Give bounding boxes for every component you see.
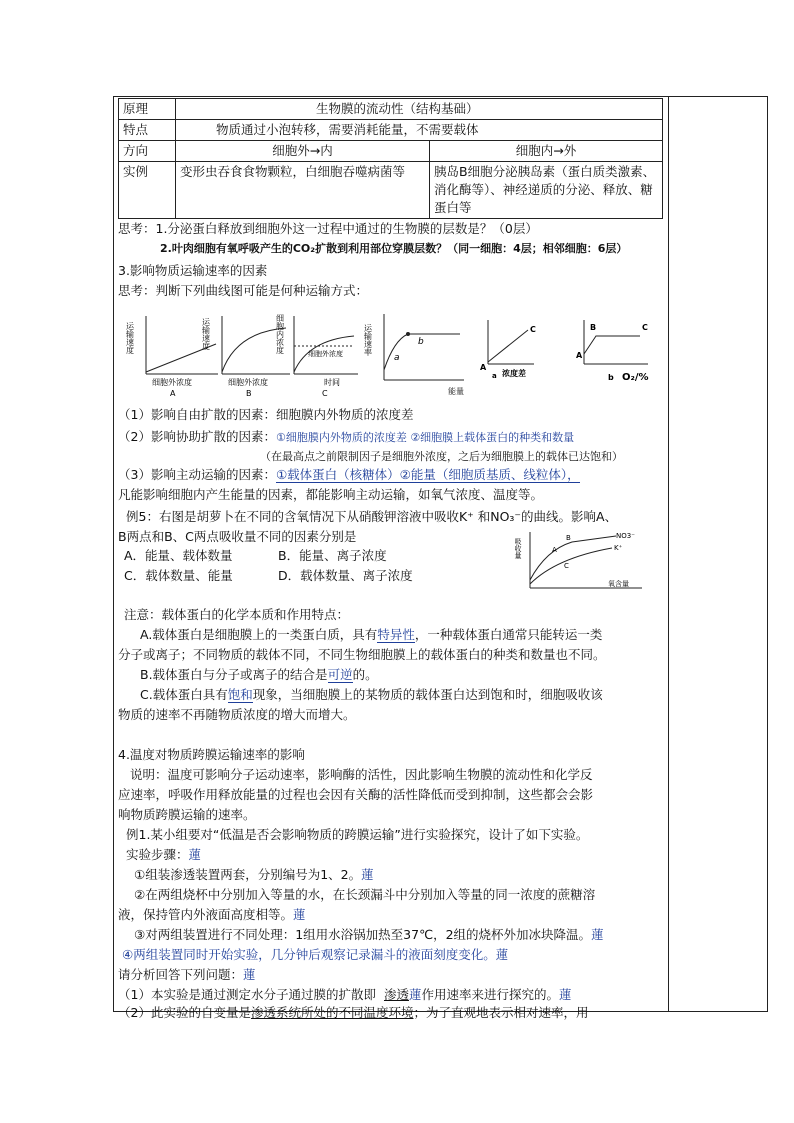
example5-optC: C．载体数量、能量 [124,568,233,583]
graph-f-xlabel: O₂/% [622,372,649,383]
factor-3-prefix: （3）影响主动运输的因素： [118,467,276,482]
step-4-text: ④两组装置同时开始实验，几分钟后观察记录漏斗的液面刻度变化。 [122,947,496,962]
note-b-pre: B.载体蛋白与分子或离子的结合是 [140,667,328,682]
example-out: 胰岛B细胞分泌胰岛素（蛋白质类激素、消化酶等）、神经递质的分泌、释放、糖蛋白等 [430,162,663,219]
ask [118,966,256,984]
table-row [119,141,663,162]
ask-text: 请分析回答下列问题： [118,967,244,982]
graph-e [480,320,536,380]
row-content: 物质通过小泡转移，需要消耗能量，不需要载体 [176,120,663,141]
e2-pre: 实验步骤： [126,847,189,862]
note-a1-post: ，一种载体蛋白通常只能转运一类 [414,627,603,642]
graph-c-xlabel: 时间 [324,378,340,387]
graph-d-a: a [394,353,400,363]
section3-title: 3.影响物质运输速率的因素 [118,263,268,278]
note-a1-key: 特异性 [377,627,415,642]
example-in: 变形虫吞食食物颗粒，白细胞吞噬病菌等 [176,162,430,219]
direction-in: 细胞外→内 [176,141,430,162]
example5-l1: 例5：右图是胡萝卜在不同的含氧情况下从硝酸钾溶液中吸收K⁺ 和NO₃⁻的曲线。影响A、 [126,509,618,524]
oxygen-k-curve [530,548,612,584]
row-label: 特点 [119,120,176,141]
q1-mark2: 蓮 [559,987,572,1002]
q2-pre: （2）此实验的自变量是 [118,1005,251,1020]
step-1 [134,866,374,884]
step-3-text: ③对两组装置进行不同处理：1组用水浴锅加热至37℃，2组的烧杯外加冰块降温。 [134,927,592,942]
graph-f-sub: b [608,373,614,382]
graph-d-b: b [418,337,424,347]
think-q1: 思考：1.分泌蛋白释放到细胞外这一过程中通过的生物膜的层数是？（0层） [118,221,538,236]
oxygen-no3-label: NO3⁻ [616,532,635,540]
row-label: 原理 [119,99,176,120]
graph-c-ylabel: 细胞内浓度 [275,314,285,354]
graph-e-letter-c: C [530,325,536,334]
note-c1-key: 饱和 [227,687,253,702]
table-row [119,99,663,120]
step-4 [122,946,508,964]
graph-f-letter-c: C [642,323,648,332]
graph-f [576,320,649,383]
graph-c [276,314,359,398]
transport-graphs [118,306,658,402]
oxygen-graph [516,528,646,594]
graph-b-xlabel: 细胞外浓度 [228,378,268,387]
row-label: 方向 [119,141,176,162]
oxygen-point-b: B [566,534,571,542]
note-a2: 分子或离子；不同物质的载体不同，不同生物细胞膜上的载体蛋白的种类和数量也不同。 [118,647,606,662]
q1-pre: （1）本实验是通过测定水分子通过膜的扩散即 [118,987,376,1002]
note-a1 [140,626,602,644]
row-content: 生物膜的流动性（结构基础） [176,99,663,120]
note-c1-post: 现象，当细胞膜上的某物质的载体蛋白达到饱和时，细胞吸收该 [252,687,603,702]
step-2b [118,906,306,924]
factor-3 [118,466,580,484]
frame-divider [668,96,669,1012]
section4-title: 4.温度对物质跨膜运输速率的影响 [118,747,305,762]
graph-f-curve [584,336,640,354]
note-c1-pre: C.载体蛋白具有 [140,687,228,702]
question-1 [118,986,572,1004]
graph-a-xlabel: 细胞外浓度 [152,378,192,387]
step-1-text: ①组装渗透装置两套，分别编号为1、2。 [134,867,362,882]
factor-2-blue: ①细胞膜内外物质的浓度差 ②细胞膜上载体蛋白的种类和数量 [275,431,575,444]
graph-e-xlabel: 浓度差 [502,369,526,378]
graph-b-ylabel: 运输速度 [201,318,211,350]
factor-2-prefix: （2）影响协助扩散的因素： [118,429,276,444]
graph-f-letter-b: B [590,323,597,332]
step-2a: ②在两组烧杯中分别加入等量的水，在长颈漏斗中分别加入等量的同一浓度的蔗糖溶 [134,887,596,902]
oxygen-k-label: K⁺ [614,544,623,552]
table-row [119,120,663,141]
factor-2-note: （在最高点之前限制因子是细胞外浓度，之后为细胞膜上的载体已达饱和） [260,450,623,463]
note-c1 [140,686,603,704]
graph-d [363,314,465,396]
step-3 [134,926,604,944]
step-2b-mark: 蓮 [293,907,306,922]
note-b [140,666,378,684]
direction-out: 细胞内→外 [430,141,663,162]
step-3-mark: 蓮 [591,927,604,942]
note-title: 注意：载体蛋白的化学本质和作用特点： [124,607,350,622]
graph-c-letter: C [322,389,328,398]
note-c2: 物质的速率不再随物质浓度的增大而增大。 [118,707,356,722]
graph-e-sub: a [492,372,497,380]
section4-e2 [126,846,201,864]
note-b-key: 可逆 [327,667,353,682]
example5-optA: A．能量、载体数量 [124,548,233,563]
graph-c-inner: 细胞外浓度 [308,350,343,358]
note-b-post: 的。 [352,667,378,682]
graph-b-letter: B [246,389,252,398]
factor-3-blue: ①载体蛋白（核糖体）②能量（细胞质基质、线粒体）， [275,467,580,482]
step-4-mark: 蓮 [495,947,509,962]
q1-post: 作用速率来进行探究的。 [421,987,560,1002]
graph-d-ylabel: 运输速率 [363,324,373,356]
q1-key: 渗透 [383,987,409,1002]
example5-l2: B两点和B、C两点吸收量不同的因素分别是 [118,529,357,544]
q1-mark: 蓮 [408,987,422,1002]
graph-d-xlabel: 能量 [448,387,464,396]
section3-think: 思考：判断下列曲线图可能是何种运输方式： [118,283,369,298]
row-label: 实例 [119,162,176,219]
note-a1-pre: A.载体蛋白是细胞膜上的一类蛋白质，具有 [140,627,378,642]
section4-d2: 应速率，呼吸作用释放能量的过程也会因有关酶的活性降低而受到抑制，这些都会会影 [118,787,594,802]
table-row [119,162,663,219]
q2-post: ；为了直观地表示相对速率，用 [413,1005,589,1020]
oxygen-xlabel: 氧含量 [608,580,629,588]
factor-2 [118,428,574,447]
think-q2: 2.叶肉细胞有氧呼吸产生的CO₂扩散到利用部位穿膜层数？（同一细胞：4层；相邻细胞：6层） [160,242,628,255]
step-2b-text: 液，保持管内外液面高度相等。 [118,907,294,922]
section4-d1: 说明：温度可影响分子运动速率，影响酶的活性，因此影响生物膜的流动性和化学反 [130,767,593,782]
oxygen-point-c: C [564,562,569,570]
example5-optB: B．能量、离子浓度 [278,548,387,563]
transport-table [118,98,663,219]
graph-e-letter-a: A [480,363,487,372]
e2-mark: 蓮 [188,847,202,862]
oxygen-ylabel: 吸收量 [514,538,522,559]
example5-optD: D．载体数量、离子浓度 [278,568,413,583]
graph-f-letter-a: A [576,351,583,360]
graph-e-curve [488,330,528,362]
graph-a-ylabel: 运输速度 [125,322,135,354]
section4-e1: 例1.某小组要对“低温是否会影响物质的跨膜运输”进行实验探究，设计了如下实验。 [126,827,589,842]
q2-key: 渗透系统所处的不同温度环境 [250,1005,414,1020]
graph-d-point [406,332,410,336]
graph-a-letter: A [170,389,176,398]
question-2 [118,1004,589,1020]
factor-1: （1）影响自由扩散的因素：细胞膜内外物质的浓度差 [118,407,414,422]
ask-mark: 蓮 [243,967,256,982]
section4-d3: 响物质跨膜运输的速率。 [118,807,256,822]
factor-3-line2: 凡能影响细胞内产生能量的因素，都能影响主动运输，如氧气浓度、温度等。 [118,487,544,502]
oxygen-point-a: A [552,546,557,554]
step-1-mark: 蓮 [361,867,374,882]
